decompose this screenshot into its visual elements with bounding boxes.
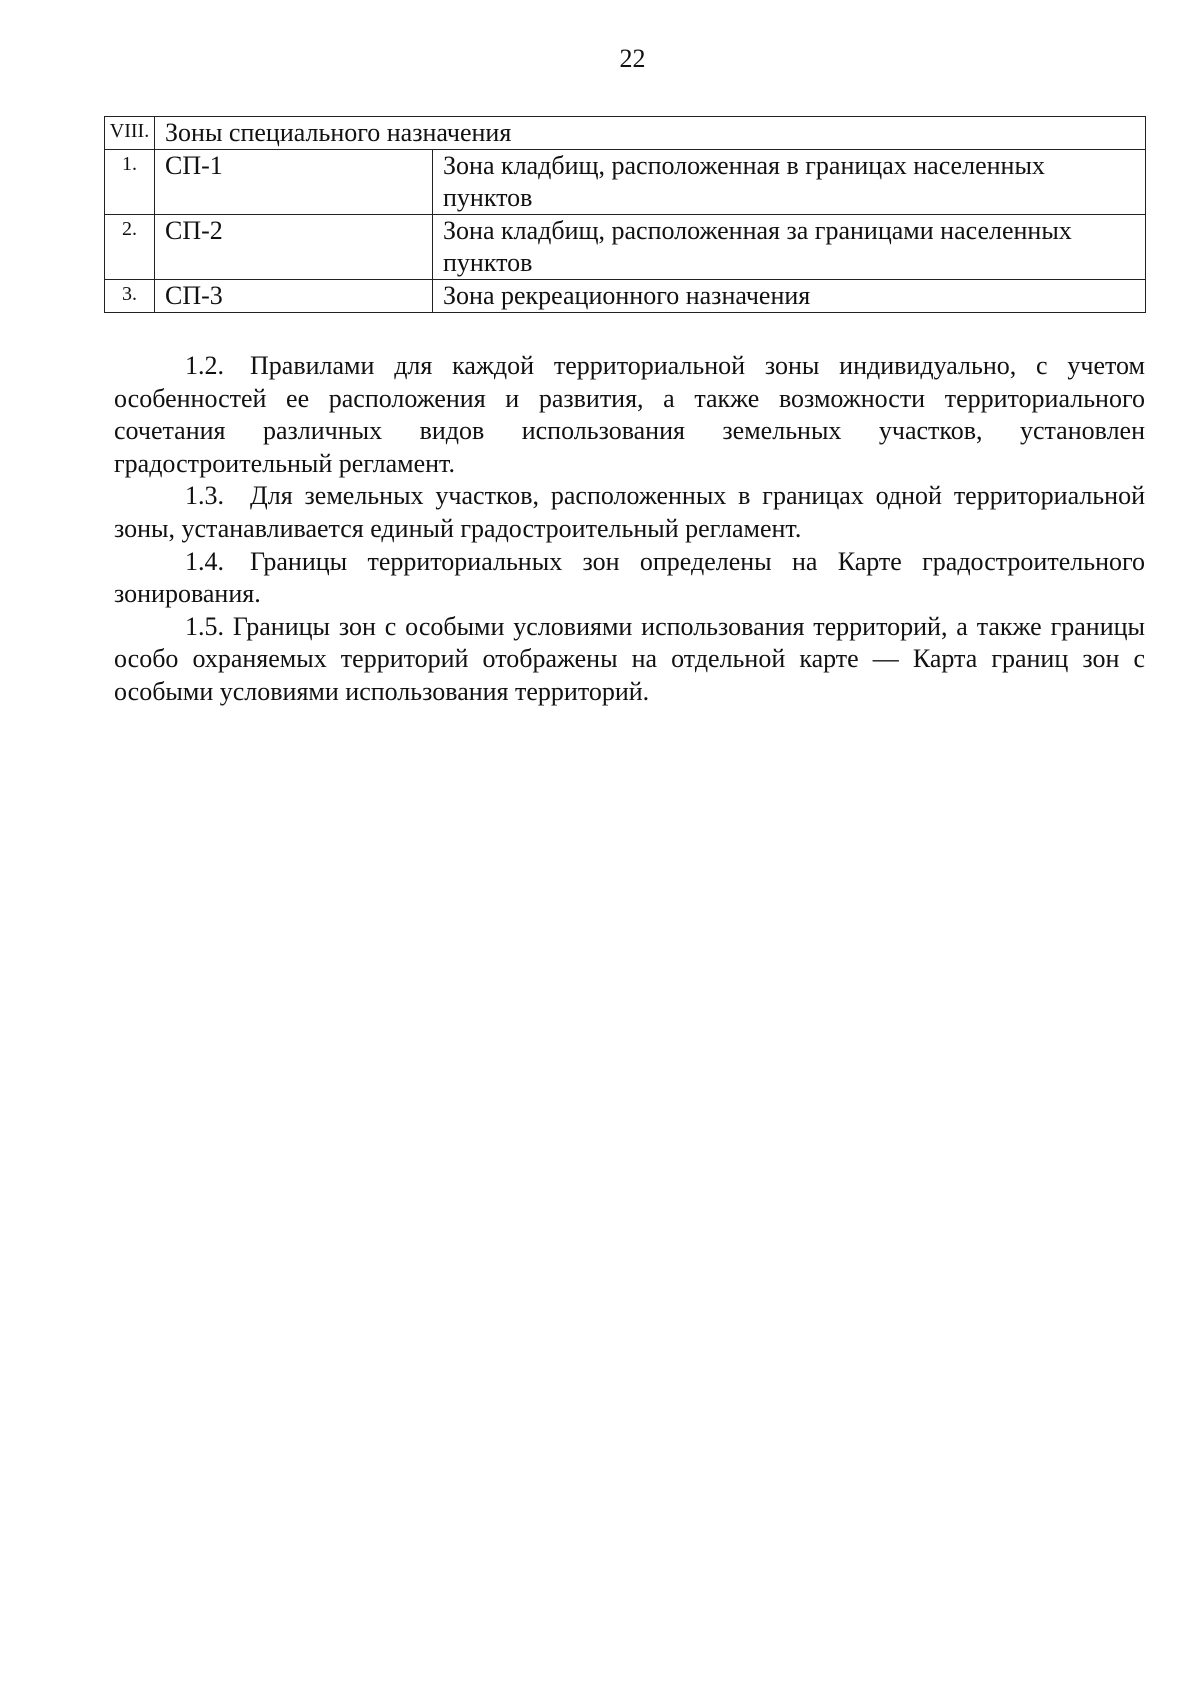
body-text	[114, 350, 1145, 709]
row-number: 2.	[105, 215, 155, 280]
table-row	[105, 215, 1146, 280]
zone-code: СП-1	[155, 150, 433, 215]
section-title: Зоны специального назначения	[155, 117, 1146, 150]
zones-table	[104, 116, 1146, 313]
paragraph-1-3: 1.3. Для земельных участков, расположенных в границах одной территориальной зоны, устанавливается единый градостроительный регламент.	[114, 481, 1145, 543]
row-number: 1.	[105, 150, 155, 215]
paragraph-1-2: 1.2. Правилами для каждой территориальной зоны индивидуально, с учетом особенностей ее расположения и развития, а также возможности территориального сочетания различных видов использования земельных участков, установлен градостроительный регламент.	[114, 351, 1145, 478]
zone-name: Зона кладбищ, расположенная в границах населенных пунктов	[433, 150, 1146, 215]
zone-code: СП-3	[155, 280, 433, 313]
page-number: 22	[619, 44, 646, 73]
section-number: VIII.	[105, 117, 155, 150]
paragraph-1-4: 1.4. Границы территориальных зон определены на Карте градостроительного зонирования.	[114, 546, 1145, 609]
table-row	[105, 280, 1146, 313]
zone-name: Зона рекреационного назначения	[433, 280, 1146, 313]
zone-name: Зона кладбищ, расположенная за границами населенных пунктов	[433, 215, 1146, 280]
table-section-row	[105, 117, 1146, 150]
table-row	[105, 150, 1146, 215]
zone-code: СП-2	[155, 215, 433, 280]
paragraph-1-5: 1.5. Границы зон с особыми условиями использования территорий, а также границы особо охраняемых территорий отображены на отдельной карте — Карта границ зон с особыми условиями использования территорий.	[114, 611, 1145, 706]
row-number: 3.	[105, 280, 155, 313]
